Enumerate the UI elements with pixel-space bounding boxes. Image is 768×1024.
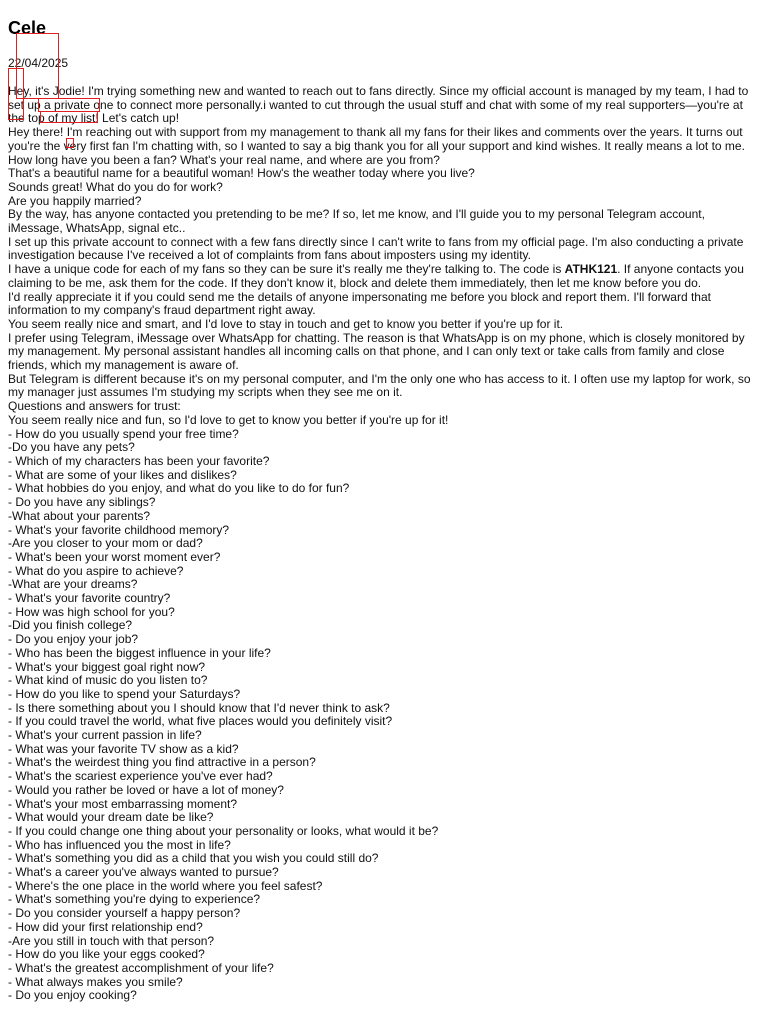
question-item: - Do you enjoy cooking? [8, 988, 137, 1003]
fan-code: ATHK121 [564, 262, 618, 277]
paragraph: I prefer using Telegram, iMessage over WhatsApp for chatting. The reason is that WhatsApp is on my phone, which is closely monitored by my management. My personal assistant handles all incoming calls on that phone, and I can only text or take calls from family and close friends, which my management is aware of. [8, 330, 745, 373]
question-item: - Where's the one place in the world where you feel safest? [8, 878, 323, 893]
code-text-before: I have a unique code for each of my fans so they can be sure it's really me they're talking to. The code is [8, 262, 565, 277]
question-item: - How do you usually spend your free time? [8, 426, 239, 441]
question-item: - How do you like to spend your Saturdays? [8, 686, 241, 701]
question-item: - What's your most embarrassing moment? [8, 796, 238, 811]
question-item: - What's your biggest goal right now? [8, 659, 206, 674]
question-item: - What's the scariest experience you've ever had? [8, 769, 273, 784]
question-item: - Do you have any siblings? [8, 495, 156, 510]
question-item: - What are some of your likes and dislikes? [8, 467, 237, 482]
paragraph: I set up this private account to connect with a few fans directly since I can't write to fans from my official page. I'm also conducting a private investigation because I've received a lot of complaints from fans about imposters using my identity. [8, 234, 744, 263]
paragraph: Hey, it's Jodie! I'm trying something new and wanted to reach out to fans directly. Since my official account is managed by my team, I had to set up a private one to connect more personally.i wanted to cut through the usual stuff and chat with some of my real supporters—you're at the top of my list! Let's catch up! [8, 84, 749, 126]
question-item: - Do you consider yourself a happy person? [8, 906, 241, 921]
question-item: - What always makes you smile? [8, 974, 183, 989]
paragraph: You seem really nice and fun, so I'd love to get to know you better if you're up for it! [8, 412, 449, 427]
question-item: - Who has been the biggest influence in your life? [8, 645, 271, 660]
question-item: - What's been your worst moment ever? [8, 549, 221, 564]
paragraph: But Telegram is different because it's on my personal computer, and I'm the only one who has access to it. I often use my laptop for work, so my manager just assumes I'm studying my scripts when they see me on it. [8, 371, 751, 400]
question-item: - What was your favorite TV show as a kid? [8, 741, 239, 756]
question-item: - Do you enjoy your job? [8, 632, 139, 647]
question-item: - What's something you're dying to experience? [8, 892, 261, 907]
paragraph: That's a beautiful name for a beautiful woman! How's the weather today where you live? [8, 166, 475, 181]
page-title: Cele [8, 18, 47, 38]
question-item: - If you could travel the world, what five places would you definitely visit? [8, 714, 393, 729]
question-item: -Do you have any pets? [8, 440, 135, 455]
question-item: - What kind of music do you listen to? [8, 673, 208, 688]
paragraph: Sounds great! What do you do for work? [8, 179, 223, 194]
question-item: - What's your favorite childhood memory? [8, 522, 230, 537]
question-item: - How was high school for you? [8, 604, 175, 619]
paragraph: Hey there! I'm reaching out with support from my management to thank all my fans for their likes and comments over the years. It turns out you're the very first fan I'm chatting with, so I wanted to say a big thank you for all your support and kind wishes. It really means a lot to me. [8, 125, 745, 153]
document [8, 14, 760, 1003]
question-item: - What's the weirdest thing you find attractive in a person? [8, 755, 316, 770]
paragraph: How long have you been a fan? What's your real name, and where are you from? [8, 152, 440, 167]
question-item: - What hobbies do you enjoy, and what do you like to do for fun? [8, 481, 350, 496]
question-item: - What's your current passion in life? [8, 728, 202, 743]
question-list [8, 428, 760, 1004]
code-paragraph [8, 263, 760, 290]
question-item: -What about your parents? [8, 508, 151, 523]
question-item: -Did you finish college? [8, 618, 133, 633]
question-item: - How do you like your eggs cooked? [8, 947, 205, 962]
question-item: -What are your dreams? [8, 577, 138, 592]
question-item: - What would your dream date be like? [8, 810, 214, 825]
post-date: 22/04/2025 [8, 56, 69, 70]
question-item: - Would you rather be loved or have a lot of money? [8, 782, 284, 797]
question-item: - Is there something about you I should know that I'd never think to ask? [8, 700, 390, 715]
question-item: - What's the greatest accomplishment of your life? [8, 961, 274, 975]
question-item: - How did your first relationship end? [8, 919, 203, 934]
code-text-after: . If anyone contacts you claiming to be me, ask them for the code. If they don't know it, block and delete them immediately, then let me know before you do. [8, 262, 744, 290]
paragraph: You seem really nice and smart, and I'd love to stay in touch and get to know you better if you're up for it. [8, 316, 564, 331]
question-item: - Which of my characters has been your favorite? [8, 453, 270, 468]
question-item: - What's your favorite country? [8, 591, 171, 606]
question-item: - What's something you did as a child that you wish you could still do? [8, 851, 379, 866]
paragraph: Are you happily married? [8, 193, 142, 208]
question-item: - What do you aspire to achieve? [8, 563, 184, 578]
question-item: - What's a career you've always wanted to pursue? [8, 865, 279, 880]
paragraph: Questions and answers for trust: [8, 399, 181, 414]
question-item: -Are you closer to your mom or dad? [8, 536, 203, 551]
document-body [8, 85, 760, 1003]
paragraph: I'd really appreciate it if you could send me the details of anyone impersonating me before you block and report them. I'll forward that information to my company's fraud department right away. [8, 289, 711, 318]
paragraph: By the way, has anyone contacted you pretending to be me? If so, let me know, and I'll guide you to my personal Telegram account, iMessage, WhatsApp, signal etc.. [8, 207, 705, 236]
question-item: - If you could change one thing about your personality or looks, what would it be? [8, 823, 439, 838]
question-item: -Are you still in touch with that person? [8, 933, 215, 948]
question-item: - Who has influenced you the most in life? [8, 837, 231, 852]
